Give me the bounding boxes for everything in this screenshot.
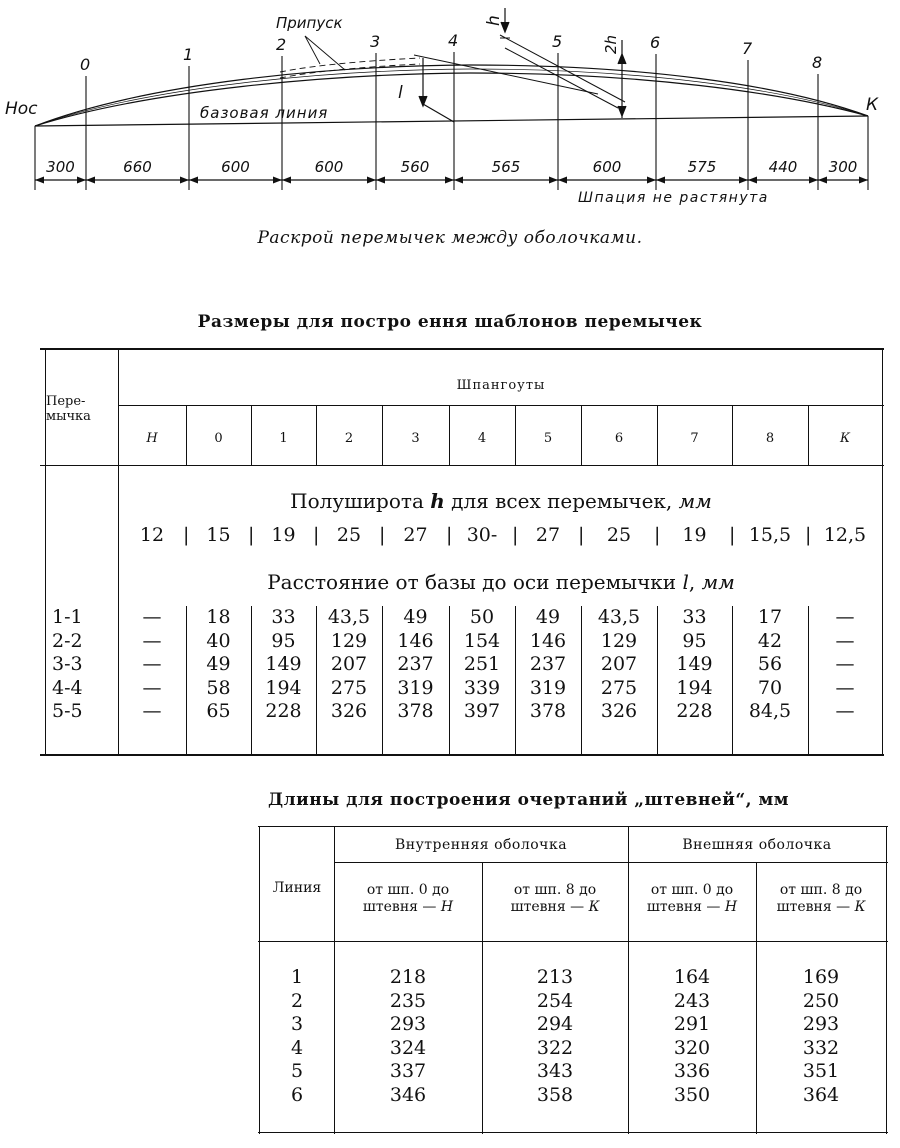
half-width-value: 12: [139, 524, 165, 546]
spacing-label: 660: [123, 158, 152, 176]
distance-value: 326: [600, 700, 638, 722]
dim-arrow-right: [809, 177, 818, 184]
length-value: 336: [673, 1060, 711, 1082]
col-header-4: 3: [411, 431, 420, 446]
distance-value: 43,5: [327, 606, 371, 628]
distance-value: 70: [757, 676, 783, 699]
dim-arrow-left: [376, 177, 385, 184]
dim-arrow-right: [859, 177, 868, 184]
h-label: h: [484, 15, 504, 26]
length-value: 350: [673, 1083, 711, 1106]
distance-value: 17: [757, 606, 783, 628]
half-width-separator: |: [446, 524, 453, 546]
distance-value: 43,5: [597, 606, 641, 628]
frame-label-1: 1: [183, 45, 194, 64]
distance-value: 397: [463, 700, 501, 722]
distance-value: —: [142, 606, 162, 628]
col-header-2: 1: [279, 431, 288, 446]
length-value: 291: [673, 1013, 711, 1035]
distance-value: 228: [676, 700, 713, 722]
length-value: 250: [802, 989, 840, 1012]
distance-value: —: [835, 629, 855, 652]
dim-arrow-right: [647, 177, 656, 184]
distance-value: —: [835, 676, 855, 699]
subcol-header-line2: штевня — Н: [362, 899, 454, 915]
length-value: 293: [389, 1013, 427, 1035]
half-width-value: 25: [606, 524, 632, 546]
stern-label: К: [866, 95, 879, 115]
distance-value: 58: [206, 676, 231, 699]
length-column-0: [334, 966, 482, 1107]
half-width-value: 25: [336, 524, 362, 546]
distance-value: —: [835, 606, 855, 628]
dim-arrow-left: [189, 177, 198, 184]
table1: [40, 348, 884, 756]
frame-label-6: 6: [650, 33, 661, 52]
length-value: 364: [802, 1083, 840, 1106]
line-number: 5: [290, 1060, 304, 1082]
length-value: 164: [673, 966, 711, 988]
row-label-1-1: 1-1: [52, 606, 83, 628]
frame-label-5: 5: [552, 32, 563, 51]
length-value: 320: [673, 1036, 711, 1059]
distance-value: 40: [206, 629, 231, 652]
spacing-note: Шпация не растянута: [578, 190, 769, 206]
distance-value: 275: [330, 676, 368, 699]
table2-title: Длины для построения очертаний „штевней“, мм: [268, 790, 789, 810]
half-width-title: Полуширота h для всех перемычек, мм: [290, 489, 712, 513]
distance-value: 42: [757, 629, 783, 652]
allowance-label: Припуск: [276, 14, 343, 32]
dim-arrow-left: [282, 177, 291, 184]
distance-value: 146: [529, 629, 567, 652]
dim-arrow-right: [77, 177, 86, 184]
distance-value: 149: [265, 653, 302, 675]
dim-arrow-left: [454, 177, 463, 184]
half-width-value: 19: [682, 524, 707, 546]
distance-value: 154: [463, 629, 501, 652]
subcol-header-0: [334, 882, 482, 916]
length-column-1: [482, 966, 628, 1107]
inner-shell-header: Внутренняя оболочка: [394, 837, 568, 853]
length-value: 243: [673, 989, 711, 1012]
distance-value: 237: [397, 653, 434, 675]
length-value: 218: [389, 966, 427, 988]
length-value: 343: [536, 1060, 574, 1082]
half-width-value: 15,5: [748, 524, 792, 546]
length-value: 293: [802, 1013, 840, 1035]
half-width-separator: |: [654, 524, 661, 546]
spacing-label: 300: [46, 158, 75, 176]
distance-value: 251: [463, 653, 501, 675]
subcol-header-line2: штевня — Н: [646, 899, 738, 915]
dim-arrow-right: [445, 177, 454, 184]
dim-arrow-right: [739, 177, 748, 184]
length-value: 294: [536, 1013, 574, 1035]
distance-value: 149: [676, 653, 713, 675]
spacing-label: 600: [221, 158, 250, 176]
nose-label: Нос: [5, 99, 38, 119]
line-number: 2: [290, 989, 304, 1012]
distance-title: Расстояние от базы до оси перемычки l, мм: [267, 570, 735, 594]
col-header-0: Н: [146, 431, 158, 446]
distance-value: —: [835, 653, 855, 675]
distance-value: 129: [600, 629, 638, 652]
dim-arrow-left: [558, 177, 567, 184]
distance-value: 84,5: [748, 700, 792, 722]
subcol-header-line1: от шп. 0 до: [650, 882, 734, 898]
spacing-label: 600: [592, 158, 622, 176]
distance-value: 326: [330, 700, 368, 722]
distance-value: 95: [271, 629, 296, 652]
half-width-separator: |: [183, 524, 190, 546]
dim-arrow-right: [367, 177, 376, 184]
frames-group-header: Шпангоуты: [456, 378, 546, 393]
frame-label-7: 7: [742, 39, 753, 58]
subcol-header-line1: от шп. 8 до: [779, 882, 863, 898]
l-label: l: [398, 83, 403, 103]
distance-value: 228: [265, 700, 302, 722]
line-numbers: [260, 966, 334, 1107]
col-header-1: 0: [214, 431, 223, 446]
distance-value: —: [142, 700, 162, 722]
row-label-3-3: 3-3: [52, 653, 83, 675]
col-header-10: К: [839, 431, 851, 446]
subcol-header-line1: от шп. 0 до: [366, 882, 450, 898]
distance-value: 339: [463, 676, 501, 699]
length-value: 213: [536, 966, 574, 988]
dim-arrow-left: [86, 177, 95, 184]
spacing-label: 300: [828, 158, 858, 176]
dim-arrow-right: [273, 177, 282, 184]
length-column-3: [756, 966, 886, 1107]
subcol-header-3: [756, 882, 886, 916]
subcol-header-line1: от шп. 8 до: [513, 882, 597, 898]
half-width-value: 30-: [466, 524, 498, 546]
half-width-value: 27: [403, 524, 428, 546]
length-value: 324: [389, 1036, 427, 1059]
row-header-line2: мычка: [46, 409, 91, 424]
half-width-value: 19: [271, 524, 296, 546]
row-label-5-5: 5-5: [52, 700, 83, 722]
distance-value: 56: [757, 653, 783, 675]
distance-value: 33: [682, 606, 707, 628]
distance-value: 207: [330, 653, 368, 675]
distance-value: 207: [600, 653, 638, 675]
row-label-4-4: 4-4: [52, 676, 83, 699]
spacing-label: 575: [687, 158, 717, 176]
cutting-diagram: [0, 0, 900, 215]
half-width-separator: |: [729, 524, 736, 546]
length-value: 346: [389, 1083, 427, 1106]
length-value: 169: [802, 966, 840, 988]
length-value: 351: [802, 1060, 840, 1082]
distance-value: 146: [397, 629, 434, 652]
distance-value: —: [142, 676, 162, 699]
col-header-9: 8: [765, 431, 775, 446]
length-column-2: [628, 966, 756, 1107]
col-header-3: 2: [344, 431, 354, 446]
line-number: 3: [290, 1013, 304, 1035]
distance-value: —: [835, 700, 855, 722]
line-number: 6: [290, 1083, 304, 1106]
distance-value: 95: [682, 629, 707, 652]
row-header-line1: Пере-: [46, 394, 86, 409]
two-h-label: 2h: [602, 34, 620, 54]
subcol-header-1: [482, 882, 628, 916]
distance-value: 49: [206, 653, 231, 675]
distance-value: 49: [535, 606, 561, 628]
frame-label-8: 8: [812, 53, 823, 72]
length-value: 358: [536, 1083, 574, 1106]
distance-value: 49: [403, 606, 428, 628]
spacing-label: 440: [768, 158, 798, 176]
row-header: [46, 394, 116, 424]
col-header-6: 5: [543, 431, 553, 446]
baseline-label: базовая линия: [200, 104, 329, 122]
half-width-separator: |: [805, 524, 812, 546]
distance-value: 275: [600, 676, 638, 699]
length-value: 235: [389, 989, 427, 1012]
distance-value: —: [142, 653, 162, 675]
frame-label-4: 4: [448, 31, 459, 50]
length-value: 332: [802, 1036, 840, 1059]
distance-value: 129: [330, 629, 368, 652]
col-header-8: 7: [690, 431, 699, 446]
half-width-separator: |: [313, 524, 320, 546]
dim-arrow-left: [35, 177, 44, 184]
distance-value: —: [142, 629, 162, 652]
subcol-header-line2: штевня — К: [510, 899, 600, 915]
distance-value: 319: [397, 676, 434, 699]
half-width-separator: |: [248, 524, 255, 546]
length-value: 254: [536, 989, 574, 1012]
distance-value: 378: [397, 700, 434, 722]
dim-arrow-left: [818, 177, 827, 184]
dim-arrow-right: [549, 177, 558, 184]
table1-title: Размеры для постро ення шаблонов перемычек: [197, 312, 703, 332]
line-header: Линия: [272, 880, 322, 896]
col-header-5: 4: [477, 431, 487, 446]
frame-label-0: 0: [80, 55, 91, 74]
length-value: 322: [536, 1036, 574, 1059]
table2: [258, 826, 888, 1134]
distance-value: 65: [206, 700, 231, 722]
distance-value: 237: [529, 653, 567, 675]
half-width-value: 12,5: [823, 524, 867, 546]
length-value: 337: [389, 1060, 427, 1082]
diagram-caption: Раскрой перемычек между оболочками.: [257, 228, 643, 248]
distance-value: 33: [271, 606, 296, 628]
half-width-value: 27: [535, 524, 561, 546]
hull-outer-curve: [35, 65, 868, 126]
col-header-7: 6: [614, 431, 624, 446]
dim-arrow-right: [180, 177, 189, 184]
distance-value: 319: [529, 676, 567, 699]
spacing-label: 600: [314, 158, 344, 176]
half-width-separator: |: [379, 524, 386, 546]
allowance-dashed-line: [280, 58, 420, 72]
distance-value: 194: [676, 676, 713, 699]
distance-value: 18: [206, 606, 231, 628]
row-label-2-2: 2-2: [52, 629, 83, 652]
half-width-separator: |: [512, 524, 519, 546]
line-number: 1: [290, 966, 304, 988]
line-number: 4: [290, 1036, 304, 1059]
frame-label-3: 3: [370, 32, 381, 51]
dim-arrow-left: [748, 177, 757, 184]
distance-value: 50: [469, 606, 495, 628]
half-width-separator: |: [578, 524, 585, 546]
subcol-header-line2: штевня — К: [776, 899, 866, 915]
distance-value: 194: [265, 676, 302, 699]
outer-shell-header: Внешняя оболочка: [682, 837, 832, 853]
subcol-header-2: [628, 882, 756, 916]
frame-label-2: 2: [276, 35, 287, 54]
spacing-label: 565: [491, 158, 521, 176]
dim-arrow-left: [656, 177, 665, 184]
distance-value: 378: [529, 700, 567, 722]
spacing-label: 560: [400, 158, 430, 176]
half-width-value: 15: [206, 524, 231, 546]
